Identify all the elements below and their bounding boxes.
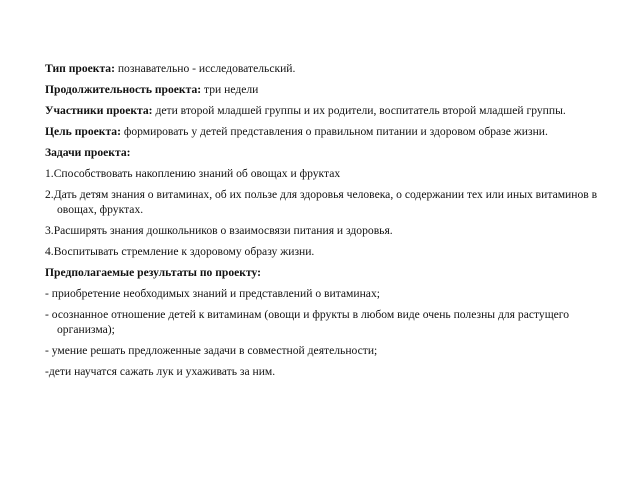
project-participants-value: дети второй младшей группы и их родители, воспитатель второй младшей группы.	[152, 104, 566, 117]
result-item: -дети научатся сажать лук и ухаживать за ним.	[45, 365, 276, 378]
project-participants-line	[45, 103, 610, 118]
tasks-heading-line	[45, 145, 610, 160]
project-goal-value: формировать у детей представления о правильном питании и здоровом образе жизни.	[120, 125, 548, 138]
project-goal-line	[45, 124, 610, 139]
results-heading: Предполагаемые результаты по проекту:	[45, 266, 262, 279]
task-item: 4.Воспитывать стремление к здоровому образу жизни.	[45, 245, 315, 258]
project-type-value: познавательно - исследовательский.	[114, 62, 296, 75]
project-description	[45, 61, 610, 385]
project-goal-label: Цель проекта:	[45, 125, 121, 138]
task-item: 2.Дать детям знания о витаминах, об их пользе для здоровья человека, о содержании тех или иных витаминов в овощах, фруктах.	[45, 188, 598, 216]
task-item: 3.Расширять знания дошкольников о взаимосвязи питания и здоровья.	[45, 224, 393, 237]
task-item: 1.Способствовать накоплению знаний об овощах и фруктах	[45, 167, 341, 180]
result-item: - осознанное отношение детей к витаминам (овощи и фрукты в любом виде очень полезны для растущего организма);	[45, 308, 570, 336]
project-duration-value: три недели	[201, 83, 259, 96]
tasks-heading: Задачи проекта:	[45, 146, 131, 159]
results-heading-line	[45, 265, 610, 280]
project-participants-label: Участники проекта:	[45, 104, 153, 117]
project-type-line	[45, 61, 610, 76]
project-duration-line	[45, 82, 610, 97]
result-item: - приобретение необходимых знаний и представлений о витаминах;	[45, 287, 380, 300]
project-duration-label: Продолжительность проекта:	[45, 83, 202, 96]
result-item: - умение решать предложенные задачи в совместной деятельности;	[45, 344, 378, 357]
project-type-label: Тип проекта:	[45, 62, 115, 75]
